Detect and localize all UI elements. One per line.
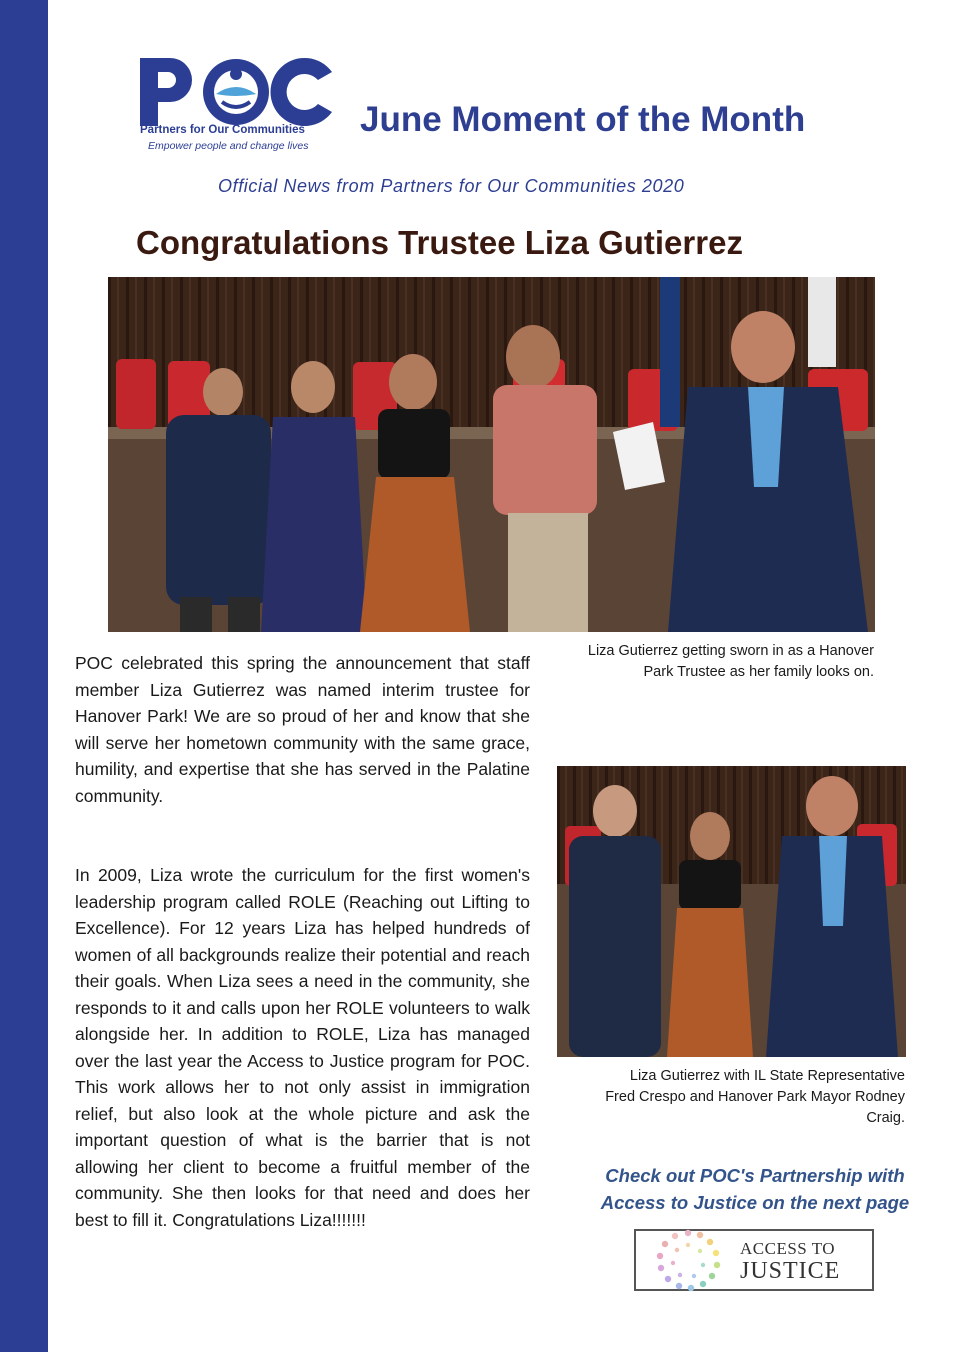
callout-line-2: Access to Justice on the next page (600, 1192, 910, 1213)
left-color-stripe (0, 0, 48, 1352)
partnership-callout (560, 1162, 950, 1216)
swearing-in-photo (108, 277, 875, 632)
photo2-caption: Liza Gutierrez with IL State Representative Fred Crespo and Hanover Park Mayor Rodney Craig. (605, 1068, 905, 1126)
partner-logo-line-1: ACCESS TO (740, 1239, 836, 1258)
group-photo (557, 766, 906, 1057)
poc-logo-mark (136, 52, 336, 130)
article-paragraph-2: In 2009, Liza wrote the curriculum for the first women's leadership program called ROLE (Reaching out Lifting to Excellence). For 12 years Liza has helped hundreds of women of all backgrounds realize their potential and reach their goals. When Liza sees a need in the community, she responds to it and calls upon her ROLE volunteers to walk alongside her. In addition to ROLE, Liza has managed over the last year the Access to Justice program for POC. This work allows her to not only assist in immigration relief, but also look at the whole picture and ask the important question of what is the barrier that is not allowing her client to become a fruitful member of the community. She then looks for that need and does her best to fill it. Congratulations Liza!!!!!!! (75, 865, 530, 1230)
newsletter-subtitle: Official News from Partners for Our Communities 2020 (218, 176, 685, 196)
poc-logo (136, 52, 336, 156)
photo1-caption: Liza Gutierrez getting sworn in as a Hanover Park Trustee as her family looks on. (587, 643, 874, 680)
logo-tagline: Empower people and change lives (148, 140, 309, 152)
newsletter-title: June Moment of the Month (360, 100, 806, 139)
dot-ring-icon (650, 1225, 726, 1295)
article-headline: Congratulations Trustee Liza Gutierrez (136, 224, 743, 261)
partner-logo-line-2: JUSTICE (740, 1258, 841, 1284)
access-to-justice-logo (634, 1229, 874, 1291)
article-paragraph-1: POC celebrated this spring the announcement that staff member Liza Gutierrez was named interim trustee for Hanover Park! We are so proud of her and know that she will serve her hometown community with the same grace, humility, and expertise that she has served in the Palatine community. (75, 653, 530, 806)
callout-line-1: Check out POC's Partnership with (605, 1165, 905, 1186)
logo-organization-name: Partners for Our Communities (140, 124, 305, 136)
